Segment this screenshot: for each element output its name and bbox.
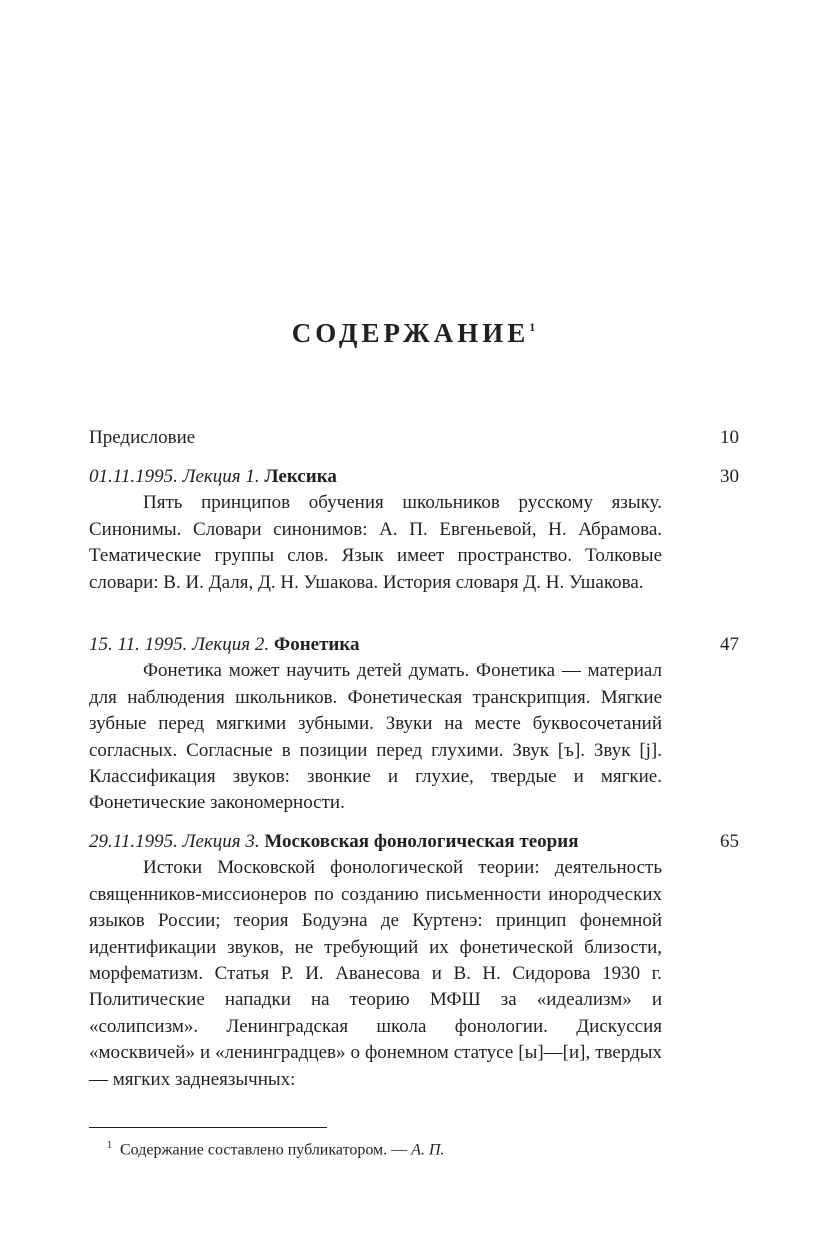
- entry-date: 01.11.1995.: [89, 466, 178, 487]
- toc-entry-lecture-1: [89, 464, 739, 596]
- footnote-text: Содержание составлено публикатором. —: [120, 1141, 408, 1159]
- toc-entry-lecture-2: [89, 632, 739, 817]
- entry-topic: Фонетика: [273, 634, 360, 655]
- page-number: 30: [720, 466, 739, 487]
- page-number: 47: [720, 634, 739, 655]
- entry-title: Предисловие: [89, 427, 196, 448]
- toc-entry-lecture-3: [89, 829, 739, 1093]
- page-number: 65: [720, 831, 739, 852]
- entry-label: Лекция 3.: [182, 831, 260, 852]
- entry-topic: Лексика: [264, 466, 337, 487]
- entry-description: Фонетика может научить детей думать. Фонетика — материал для наблюдения школьников. Фонетическая транскрипция. Мягкие зубные перед мягкими зубными. Звуки на месте буквосочетаний согласных. Согласные в позиции перед глухими. Звук [ъ]. Звук [j]. Классификация звуков: звонкие и глухие, твердые и мягкие. Фонетические закономерности.: [89, 660, 662, 814]
- toc-entry-preface: [89, 425, 739, 451]
- footnote-divider: [89, 1127, 327, 1128]
- footnote-author: А. П.: [411, 1141, 445, 1159]
- entry-description: Пять принципов обучения школьников русскому языку. Синонимы. Словари синонимов: А. П. Евгеньевой, Н. Абрамова. Тематические группы слов. Язык имеет пространство. Толковые словари: В. И. Даля, Д. Н. Ушакова. История словаря Д. Н. Ушакова.: [89, 492, 662, 593]
- footnote-mark: 1: [529, 320, 536, 334]
- page-number: 10: [720, 427, 739, 448]
- entry-label: Лекция 1.: [182, 466, 260, 487]
- entry-description: Истоки Московской фонологической теории: деятельность священников-миссионеров по созданию письменности инородческих языков России; теория Бодуэна де Куртенэ: принцип фонемной идентификации звуков, не требующий их фонетической близости, морфематизм. Статья Р. И. Аванесова и В. Н. Сидорова 1930 г. Политические нападки на теорию МФШ за «идеализм» и «солипсизм». Ленинградская школа фонологии. Дискуссия «москвичей» и «ленинградцев» о фонемном статусе [ы]—[и], твердых — мягких заднеязычных:: [89, 857, 662, 1090]
- entry-topic: Московская фонологическая теория: [264, 831, 579, 852]
- entry-label: Лекция 2.: [192, 634, 270, 655]
- entry-date: 15. 11. 1995.: [89, 634, 188, 655]
- entry-date: 29.11.1995.: [89, 831, 178, 852]
- page-title: СОДЕРЖАНИЕ$^1$: [291, 318, 536, 348]
- footnote-number: 1: [107, 1140, 112, 1151]
- footnote: [107, 1140, 445, 1159]
